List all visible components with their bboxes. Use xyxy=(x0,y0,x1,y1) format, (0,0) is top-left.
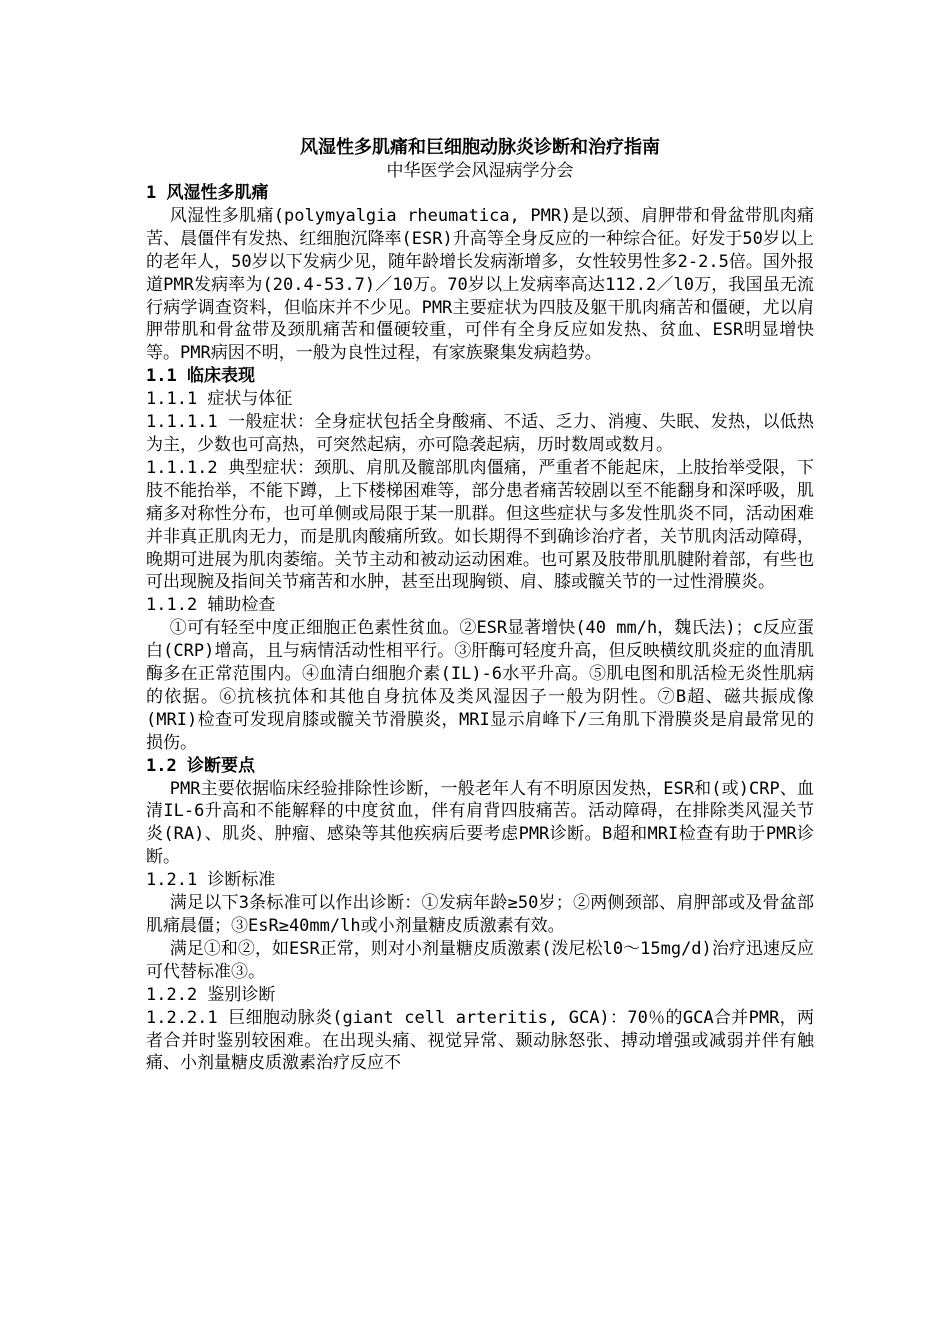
document-body xyxy=(146,182,814,1075)
section-heading: 1.2.2 鉴别诊断 xyxy=(146,984,276,1005)
section-heading: 1.1 临床表现 xyxy=(146,366,255,387)
document-author: 中华医学会风湿病学分会 xyxy=(386,161,574,181)
section-heading: 1 风湿性多肌痛 xyxy=(146,183,269,203)
paragraph: ①可有轻至中度正细胞正色素性贫血。②ESR显著增快(40 mm/h，魏氏法)；c反应蛋白(CRP)增高，且与病情活动性相平行。③肝酶可轻度升高，但反映横纹肌炎症的血清肌酶多在正常范围内。④血清白细胞介素(IL)-6水平升高。⑤肌电图和肌活检无炎性肌病的依据。⑥抗核抗体和其他自身抗体及类风湿因子一般为阴性。⑦B超、磁共振成像(MRI)检查可发现肩膝或髋关节滑膜炎，MRI显示肩峰下/三角肌下滑膜炎是肩最常见的损伤。 xyxy=(146,618,814,753)
section-heading: 1.2 诊断要点 xyxy=(146,755,255,776)
section-heading: 1.2.1 诊断标准 xyxy=(146,870,276,891)
paragraph: 1.2.2.1 巨细胞动脉炎(giant cell arteritis, GCA)：70％的GCA合并PMR，两者合并时鉴别较困难。在出现头痛、视觉异常、颞动脉怒张、搏动增强或减弱并伴有触痛、小剂量糖皮质激素治疗反应不 xyxy=(146,1007,814,1074)
paragraph: 满足以下3条标准可以作出诊断：①发病年龄≥50岁；②两侧颈部、肩胛部或及骨盆部肌痛晨僵；③EsR≥40mm/lh或小剂量糖皮质激素有效。 xyxy=(146,893,814,936)
document-title: 风湿性多肌痛和巨细胞动脉炎诊断和治疗指南 xyxy=(300,137,660,158)
section-heading: 1.1.2 辅助检查 xyxy=(146,595,276,616)
document-page xyxy=(146,136,814,1075)
paragraph: 满足①和②，如ESR正常，则对小剂量糖皮质激素(泼尼松l0～15mg/d)治疗迅速反应可代替标准③。 xyxy=(146,938,814,982)
paragraph: PMR主要依据临床经验排除性诊断，一般老年人有不明原因发热，ESR和(或)CRP、血清IL-6升高和不能解释的中度贫血，伴有肩背四肢痛苦。活动障碍，在排除类风湿关节炎(RA)、肌炎、肿瘤、感染等其他疾病后要考虑PMR诊断。B超和MRI检查有助于PMR诊断。 xyxy=(146,778,814,868)
paragraph: 1.1.1.1 一般症状：全身症状包括全身酸痛、不适、乏力、消瘦、失眠、发热，以低热为主，少数也可高热，可突然起病，亦可隐袭起病，历时数周或数月。 xyxy=(146,412,814,455)
section-heading: 1.1.1 症状与体征 xyxy=(146,389,293,410)
paragraph: 1.1.1.2 典型症状：颈肌、肩肌及髋部肌肉僵痛，严重者不能起床，上肢抬举受限，下肢不能抬举，不能下蹲，上下楼梯困难等，部分患者痛苦较剧以至不能翻身和深呼吸，肌痛多对称性分布，也可单侧或局限于某一肌群。但这些症状与多发性肌炎不同，活动困难并非真正肌肉无力，而是肌肉酸痛所致。如长期得不到确诊治疗者，关节肌肉活动障碍，晚期可进展为肌肉萎缩。关节主动和被动运动困难。也可累及肢带肌肌腱附着部，有些也可出现腕及指间关节痛苦和水肿，甚至出现胸锁、肩、膝或髋关节的一过性滑膜炎。 xyxy=(146,457,814,593)
paragraph: 风湿性多肌痛(polymyalgia rheumatica, PMR)是以颈、肩胛带和骨盆带肌肉痛苦、晨僵伴有发热、红细胞沉降率(ESR)升高等全身反应的一种综合征。好发于50岁以上的老年人，50岁以下发病少见，随年龄增长发病渐增多，女性较男性多2-2.5倍。国外报道PMR发病率为(20.4-53.7)／10万。70岁以上发病率高达112.2／l0万，我国虽无流行病学调查资料，但临床并不少见。PMR主要症状为四肢及躯干肌肉痛苦和僵硬，尤以肩胛带肌和骨盆带及颈肌痛苦和僵硬较重，可伴有全身反应如发热、贫血、ESR明显增快等。PMR病因不明，一般为良性过程，有家族聚集发病趋势。 xyxy=(146,205,814,364)
